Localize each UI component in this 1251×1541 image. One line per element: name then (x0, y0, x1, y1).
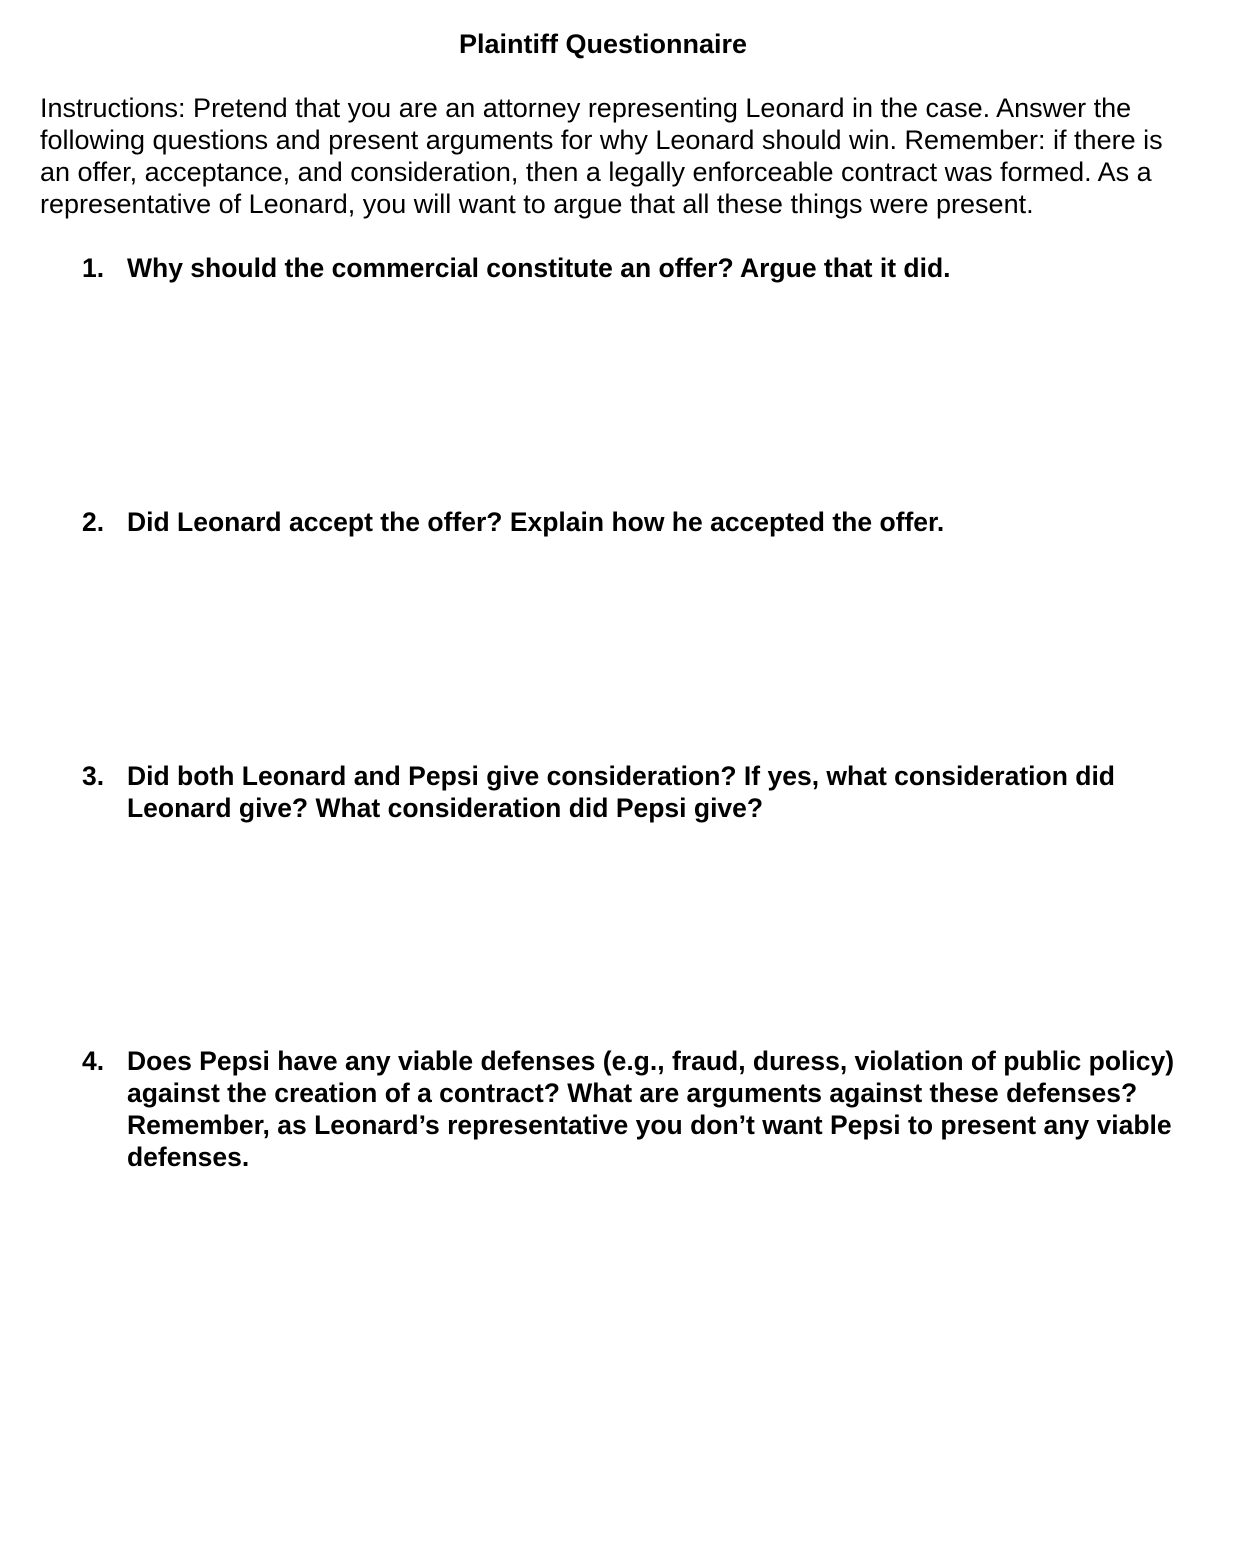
question-number: 2. (82, 507, 105, 537)
question-item (82, 252, 1192, 284)
instructions-paragraph: Instructions: Pretend that you are an attorney representing Leonard in the case. Answer the following questions and present arguments for why Leonard should win. Remember: if there is an offer, acceptance, and consideration, then a legally enforceable contract was formed. As a representative of Leonard, you will want to argue that all these things were present. (40, 93, 1163, 219)
question-text: Does Pepsi have any viable defenses (e.g., fraud, duress, violation of public policy) against the creation of a contract? What are arguments against these defenses? Remember, as Leonard’s representative you don’t want Pepsi to present any viable defenses. (127, 1046, 1175, 1172)
question-number: 4. (82, 1046, 105, 1076)
document-title: Plaintiff Questionnaire (458, 29, 748, 59)
question-item (82, 760, 1192, 824)
question-text: Did both Leonard and Pepsi give consideration? If yes, what consideration did Leonard give? What consideration did Pepsi give? (127, 761, 1115, 823)
question-item (82, 1045, 1192, 1173)
question-item (82, 506, 1192, 538)
question-text: Did Leonard accept the offer? Explain how he accepted the offer. (127, 507, 945, 537)
question-number: 3. (82, 761, 105, 791)
question-text: Why should the commercial constitute an offer? Argue that it did. (127, 253, 951, 283)
question-number: 1. (82, 253, 105, 283)
